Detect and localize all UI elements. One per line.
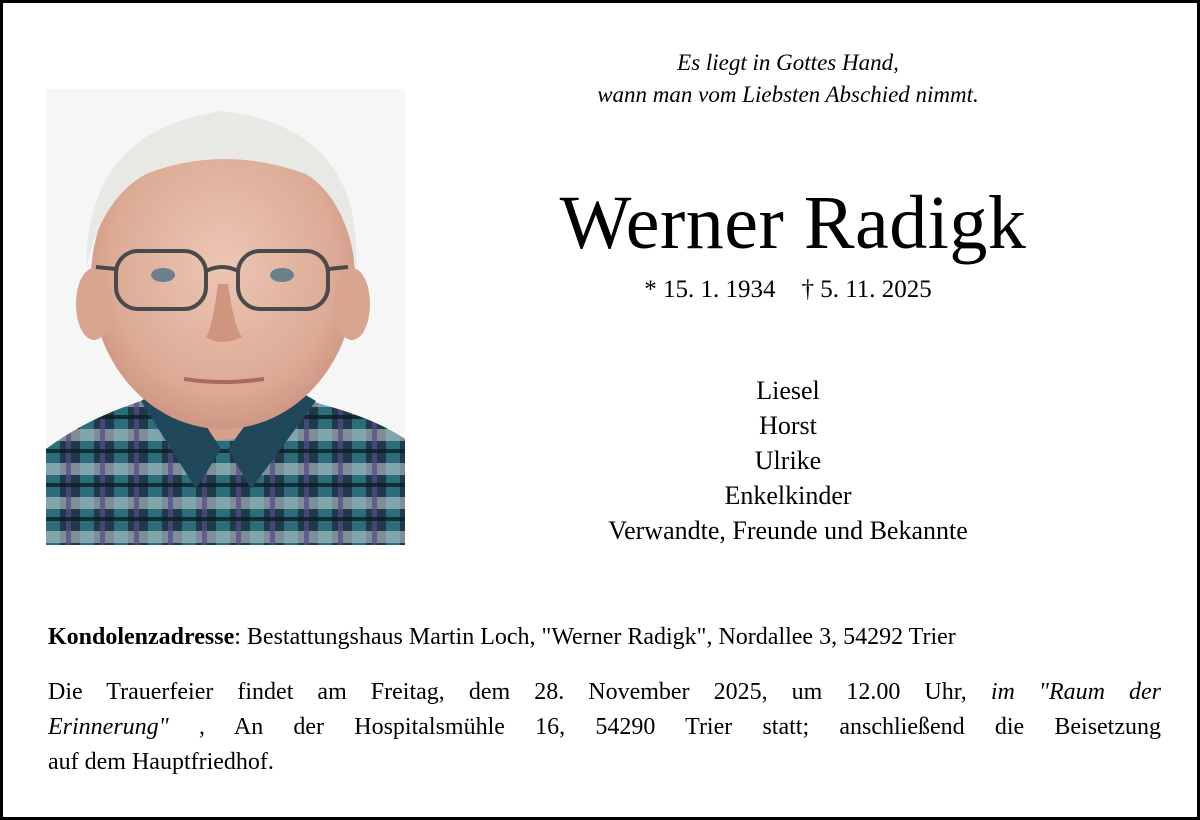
mourner-item: Ulrike: [754, 446, 822, 475]
service-line-3: auf dem Hauptfriedhof.: [48, 749, 274, 775]
verse-line-2: wann man vom Liebsten Abschied nimmt.: [597, 82, 979, 107]
mourner-item: Liesel: [756, 376, 820, 405]
condolence-label: Kondolenzadresse: [48, 624, 235, 650]
life-dates: [473, 273, 1103, 307]
mourners-list: [473, 373, 1103, 548]
service-text: Die Trauerfeier findet am Freitag, dem 28. November 2025, um 12.00 Uhr,: [48, 679, 967, 705]
service-line-1: [48, 675, 1161, 710]
deceased-name: Werner Radigk: [559, 181, 1027, 265]
mourner-item: Horst: [759, 411, 817, 440]
birth-date: * 15. 1. 1934: [644, 276, 776, 303]
condolence-text: : Bestattungshaus Martin Loch, "Werner Radigk", Nordallee 3, 54292 Trier: [234, 624, 956, 650]
verse-line-1: Es liegt in Gottes Hand,: [677, 50, 899, 75]
venue-name-part: im "Raum der: [990, 679, 1162, 705]
portrait-photo: [46, 89, 405, 545]
death-date: † 5. 11. 2025: [801, 276, 932, 303]
service-text: , An der Hospitalsmühle 16, 54290 Trier statt; anschließend die Beisetzung: [198, 714, 1162, 740]
service-notice: [48, 675, 1161, 780]
service-line-2: [48, 710, 1161, 745]
mourner-item: Enkelkinder: [724, 481, 852, 510]
condolence-address: [48, 620, 1163, 654]
mourner-item: Verwandte, Freunde und Bekannte: [608, 516, 968, 545]
venue-name-part: Erinnerung": [48, 714, 169, 740]
